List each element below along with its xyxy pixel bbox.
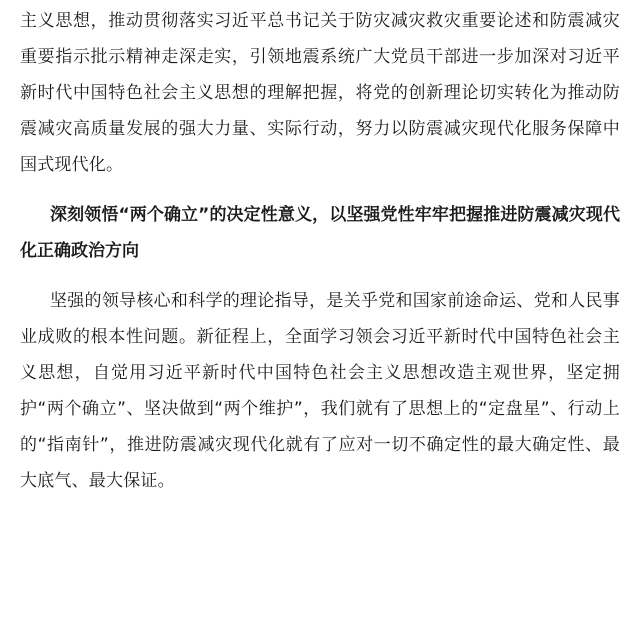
body-paragraph: 坚强的领导核心和科学的理论指导，是关乎党和国家前途命运、党和人民事业成败的根本性问题。新征程上，全面学习领会习近平新时代中国特色社会主义思想，自觉用习近平新时代中国特色社会主义思想改造主观世界，坚定拥护“两个确立”、坚决做到“两个维护”，我们就有了思想上的“定盘星”、行动上的“指南针”，推进防震减灾现代化就有了应对一切不确定性的最大确定性、最大底气、最大保证。 xyxy=(20,291,620,491)
section-heading: 深刻领悟“两个确立”的决定性意义，以坚强党性牢牢把握推进防震减灾现代化正确政治方向 xyxy=(20,205,620,261)
body-paragraph: 主义思想，推动贯彻落实习近平总书记关于防灾减灾救灾重要论述和防震减灾重要指示批示精神走深走实，引领地震系统广大党员干部进一步加深对习近平新时代中国特色社会主义思想的理解把握，将党的创新理论切实转化为推动防震减灾高质量发展的强大力量、实际行动，努力以防震减灾现代化服务保障中国式现代化。 xyxy=(20,11,620,175)
